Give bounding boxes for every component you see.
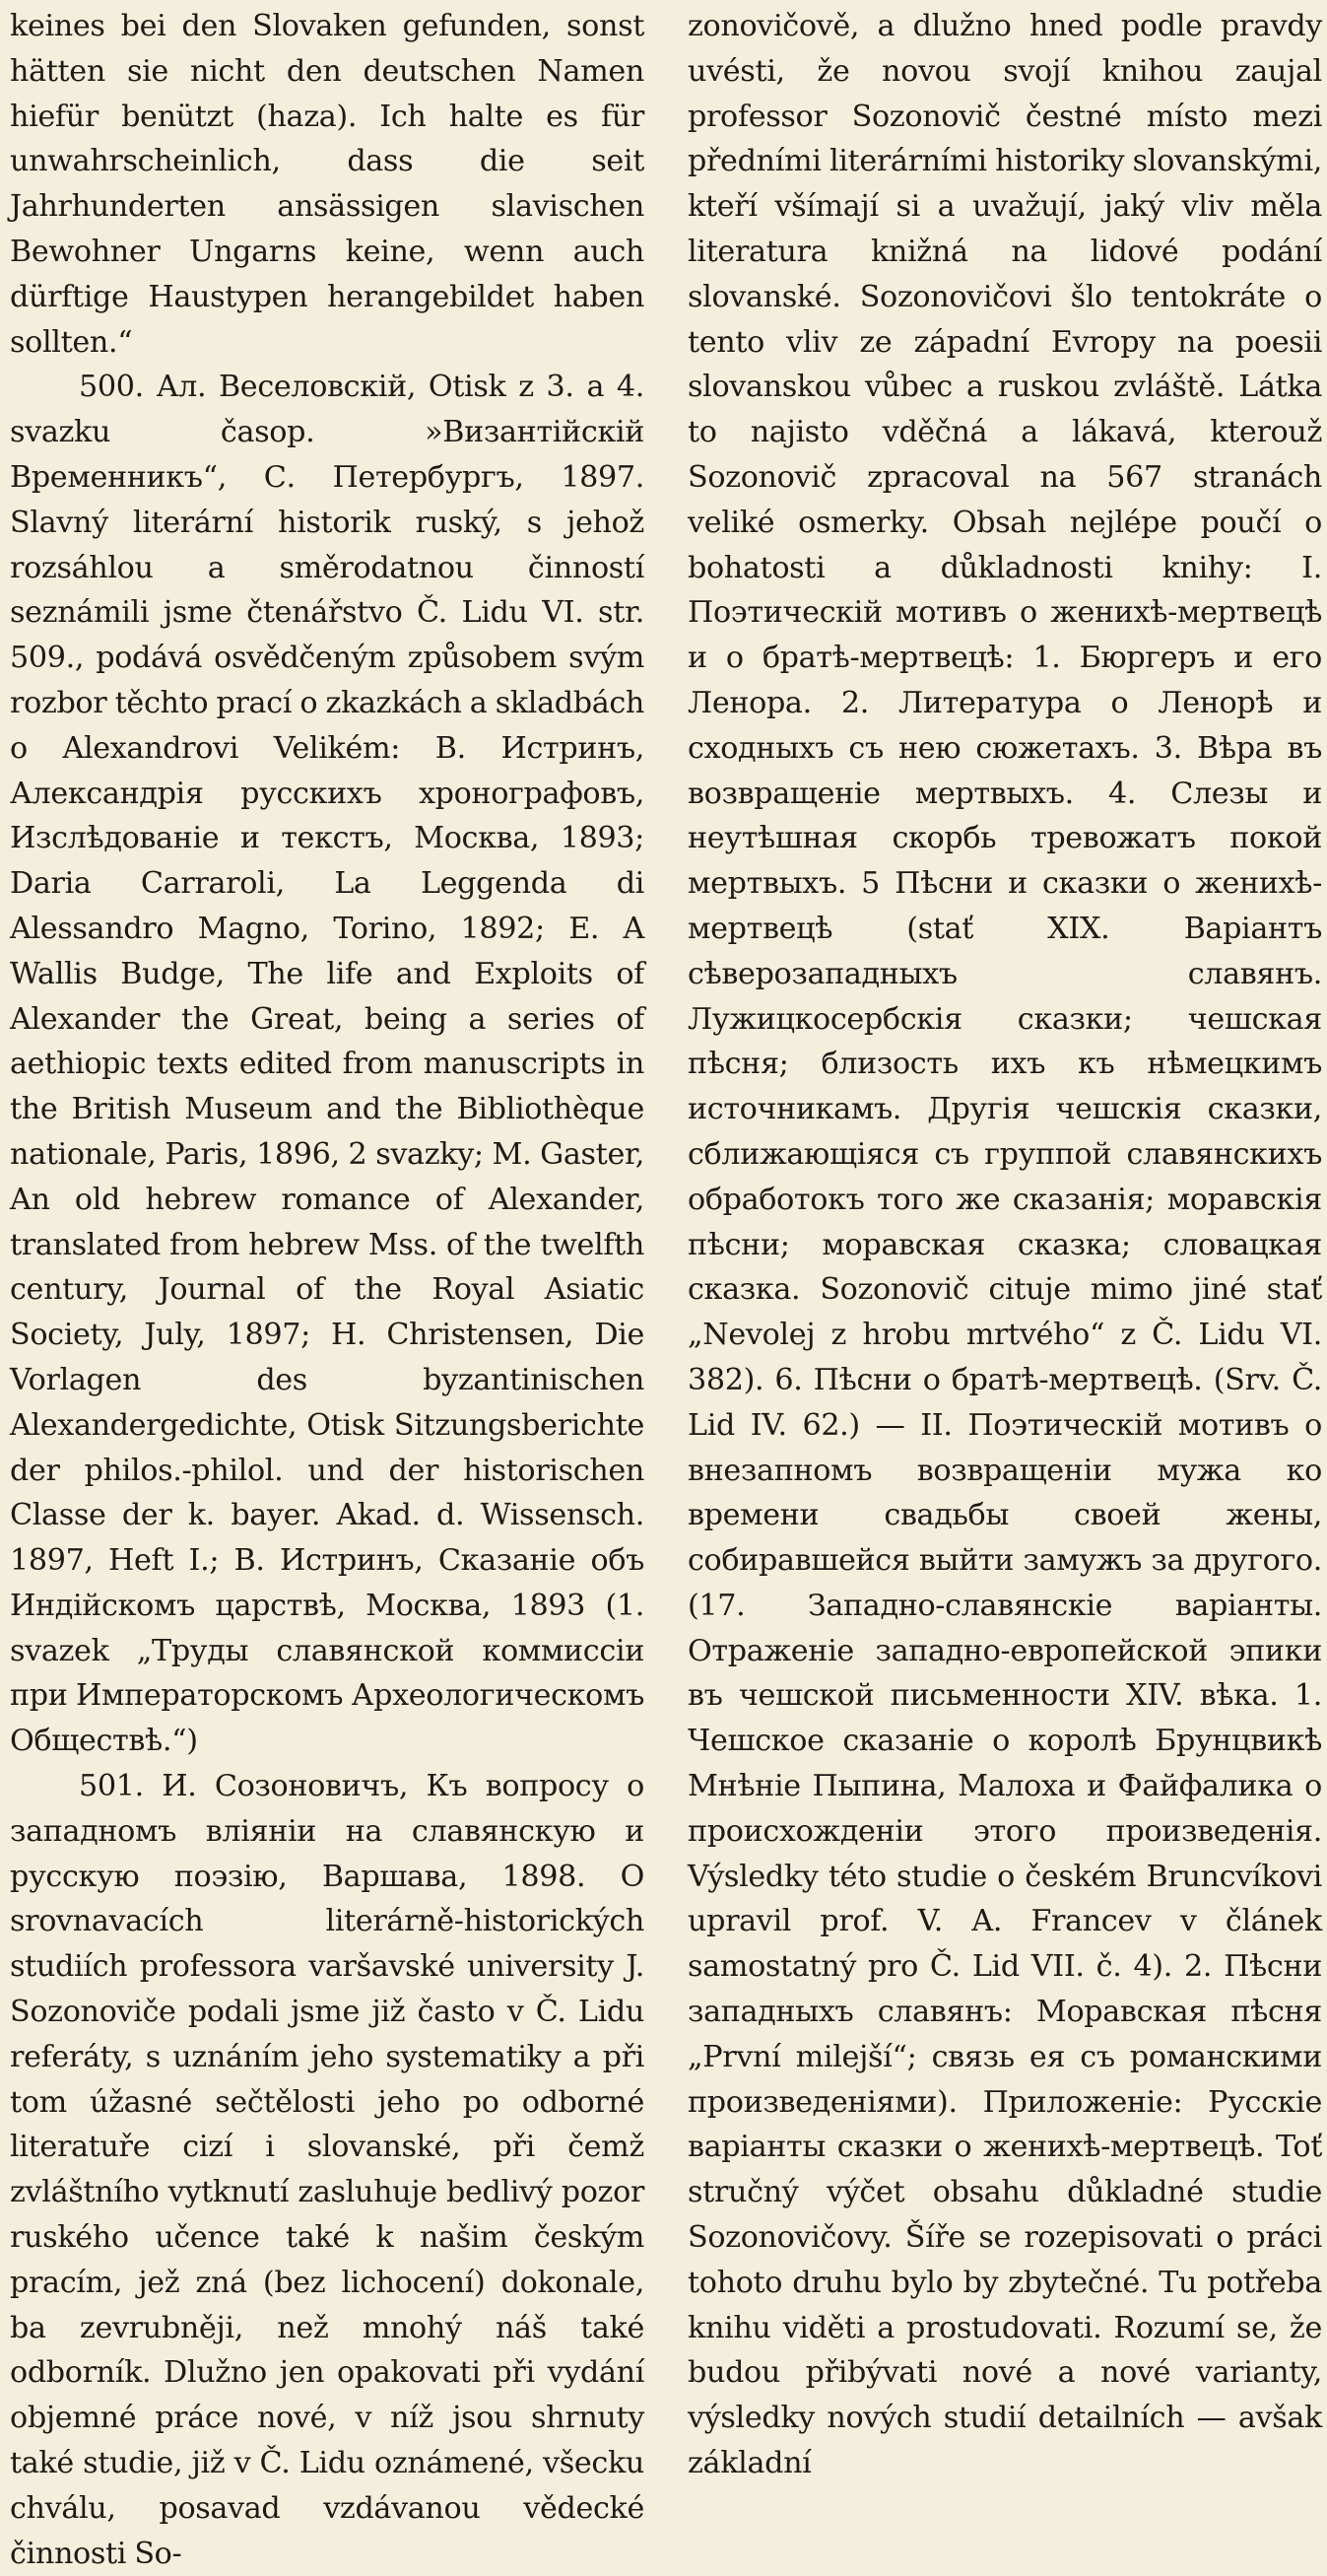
- paragraph-entry-500: 500. Ал. Веселовскій, Otisk z 3. a 4. svazku časop. »Византійскій Временникъ“, С. Петербургъ, 1897. Slavný literární historik ruský, s jehož rozsáhlou a směrodatnou činností seznámili jsme čtenářstvo Č. Lidu VI. str. 509., podává osvědčeným způsobem svým rozbor těchto prací o zkazkách a skladbách o Alexandrovi Velikém: В. Истринъ, Александрія русскихъ хронографовъ, Изслѣдованіе и текстъ, Москва, 1893; Daria Carraroli, La Leggenda di Alessandro Magno, Torino, 1892; E. A Wallis Budge, The life and Exploits of Alexander the Great, being a series of aethiopic texts edited from manuscripts in the British Museum and the Bibliothèque nationale, Paris, 1896, 2 svazky; M. Gaster, An old hebrew romance of Alexander, translated from hebrew Mss. of the twelfth century, Journal of the Royal Asiatic Society, July, 1897; H. Christensen, Die Vorlagen des byzantinischen Alexandergedichte, Otisk Sitzungsberichte der philos.-philol. und der historischen Classe der k. bayer. Akad. d. Wissensch. 1897, Heft I.; В. Истринъ, Сказаніе объ Индійскомъ царствѣ, Москва, 1893 (1. svazek „Труды славянской коммиссіи при Императорскомъ Археологическомъ Обществѣ.“): [10, 370, 644, 1759]
- paragraph-continuation: keines bei den Slovaken gefunden, sonst hätten sie nicht den deutschen Namen hiefür benützt (haza). Ich halte es für unwahrscheinlich, dass die seit Jahrhunderten ansässigen slavischen Bewohner Ungarns keine, wenn auch dürftige Haustypen herangebildet haben sollten.“: [10, 9, 644, 360]
- paragraph-continuation-right: zonovičově, a dlužno hned podle pravdy uvésti, že novou svojí knihou zaujal professor Sozonovič čestné místo mezi předními literárními historiky slovanskými, kteří všímají si a uvažují, jaký vliv měla literatura knižná na lidové podání slovanské. Sozonovičovi šlo tentokráte o tento vliv ze západní Evropy na poesii slovanskou vůbec a ruskou zvláště. Látka to najisto vděčná a lákavá, kterouž Sozonovič zpracoval na 567 stranách veliké osmerky. Obsah nejlépe poučí o bohatosti a důkladnosti knihy: I. Поэтическій мотивъ о женихѣ-мертвецѣ и о братѣ-мертвецѣ: 1. Бюргеръ и его Ленора. 2. Литература о Ленорѣ и сходныхъ съ нею сюжетахъ. 3. Вѣра въ возвращеніе мертвыхъ. 4. Слезы и неутѣшная скорбь тревожатъ покой мертвыхъ. 5 Пѣсни и сказки о женихѣ-мертвецѣ (stať XIX. Варіантъ сѣверозападныхъ славянъ. Лужицкосербскія сказки; чешская пѣсня; близость ихъ къ нѣмецкимъ источникамъ. Другія чешскія сказки, сближающіяся съ группой славянскихъ обработокъ того же сказанія; моравскія пѣсни; моравская сказка; словацкая сказка. Sozonovič cituje mimo jiné stať „Nevolej z hrobu mrtvého“ z Č. Lidu VI. 382). 6. Пѣсни о братѣ-мертвецѣ. (Srv. Č. Lid IV. 62.) — II. Поэтическій мотивъ о внезапномъ возвращеніи мужа ко времени свадьбы своей жены, собиравшейся выйти замужъ за другого. (17. Западно-славянскіе варіанты. Отраженіе западно-европейской эпики въ чешской письменности XIV. вѣка. 1. Чешское сказаніе о королѣ Брунцвикѣ Мнѣніе Пыпина, Малоха и Файфалика о происхожденіи этого произведенія. Výsledky této studie o českém Bruncvíkovi upravil prof. V. A. Francev v článek samostatný pro Č. Lid VII. č. 4). 2. Пѣсни западныхъ славянъ: Моравская пѣсня „První milejší“; связь ея съ романскими произведеніями). Приложеніе: Русскіе варіанты сказки о женихѣ-мертвецѣ. Toť stručný výčet obsahu důkladné studie Sozonovičovy. Šíře se rozepisovati o práci tohoto druhu bylo by zbytečné. Tu potřeba knihu viděti a prostudovati. Rozumí se, že budou přibývati nové a nové varianty, výsledky nových studií detailních — avšak základní: [688, 9, 1322, 2481]
- paragraph-entry-501: 501. И. Созоновичъ, Къ вопросу о западномъ вліяніи на славянскую и русскую поэзію, Варшава, 1898. O srovnavacích literárně-historických studiích professora varšavské university J. Sozonoviče podali jsme již často v Č. Lidu referáty, s uznáním jeho systematiky a při tom úžasné sečtělosti jeho po odborné literatuře cizí i slovanské, při čemž zvláštního vytknutí zasluhuje bedlivý pozor ruského učence také k našim českým pracím, jež zná (bez lichocení) dokonale, ba zevrubněji, než mnohý náš také odborník. Dlužno jen opakovati při vydání objemné práce nové, v níž jsou shrnuty také studie, již v Č. Lidu oznámené, všecku chválu, posavad vzdávanou vědecké činnosti So-: [10, 1769, 644, 2571]
- right-text-column: [688, 4, 1322, 2486]
- left-text-column: [10, 4, 644, 2576]
